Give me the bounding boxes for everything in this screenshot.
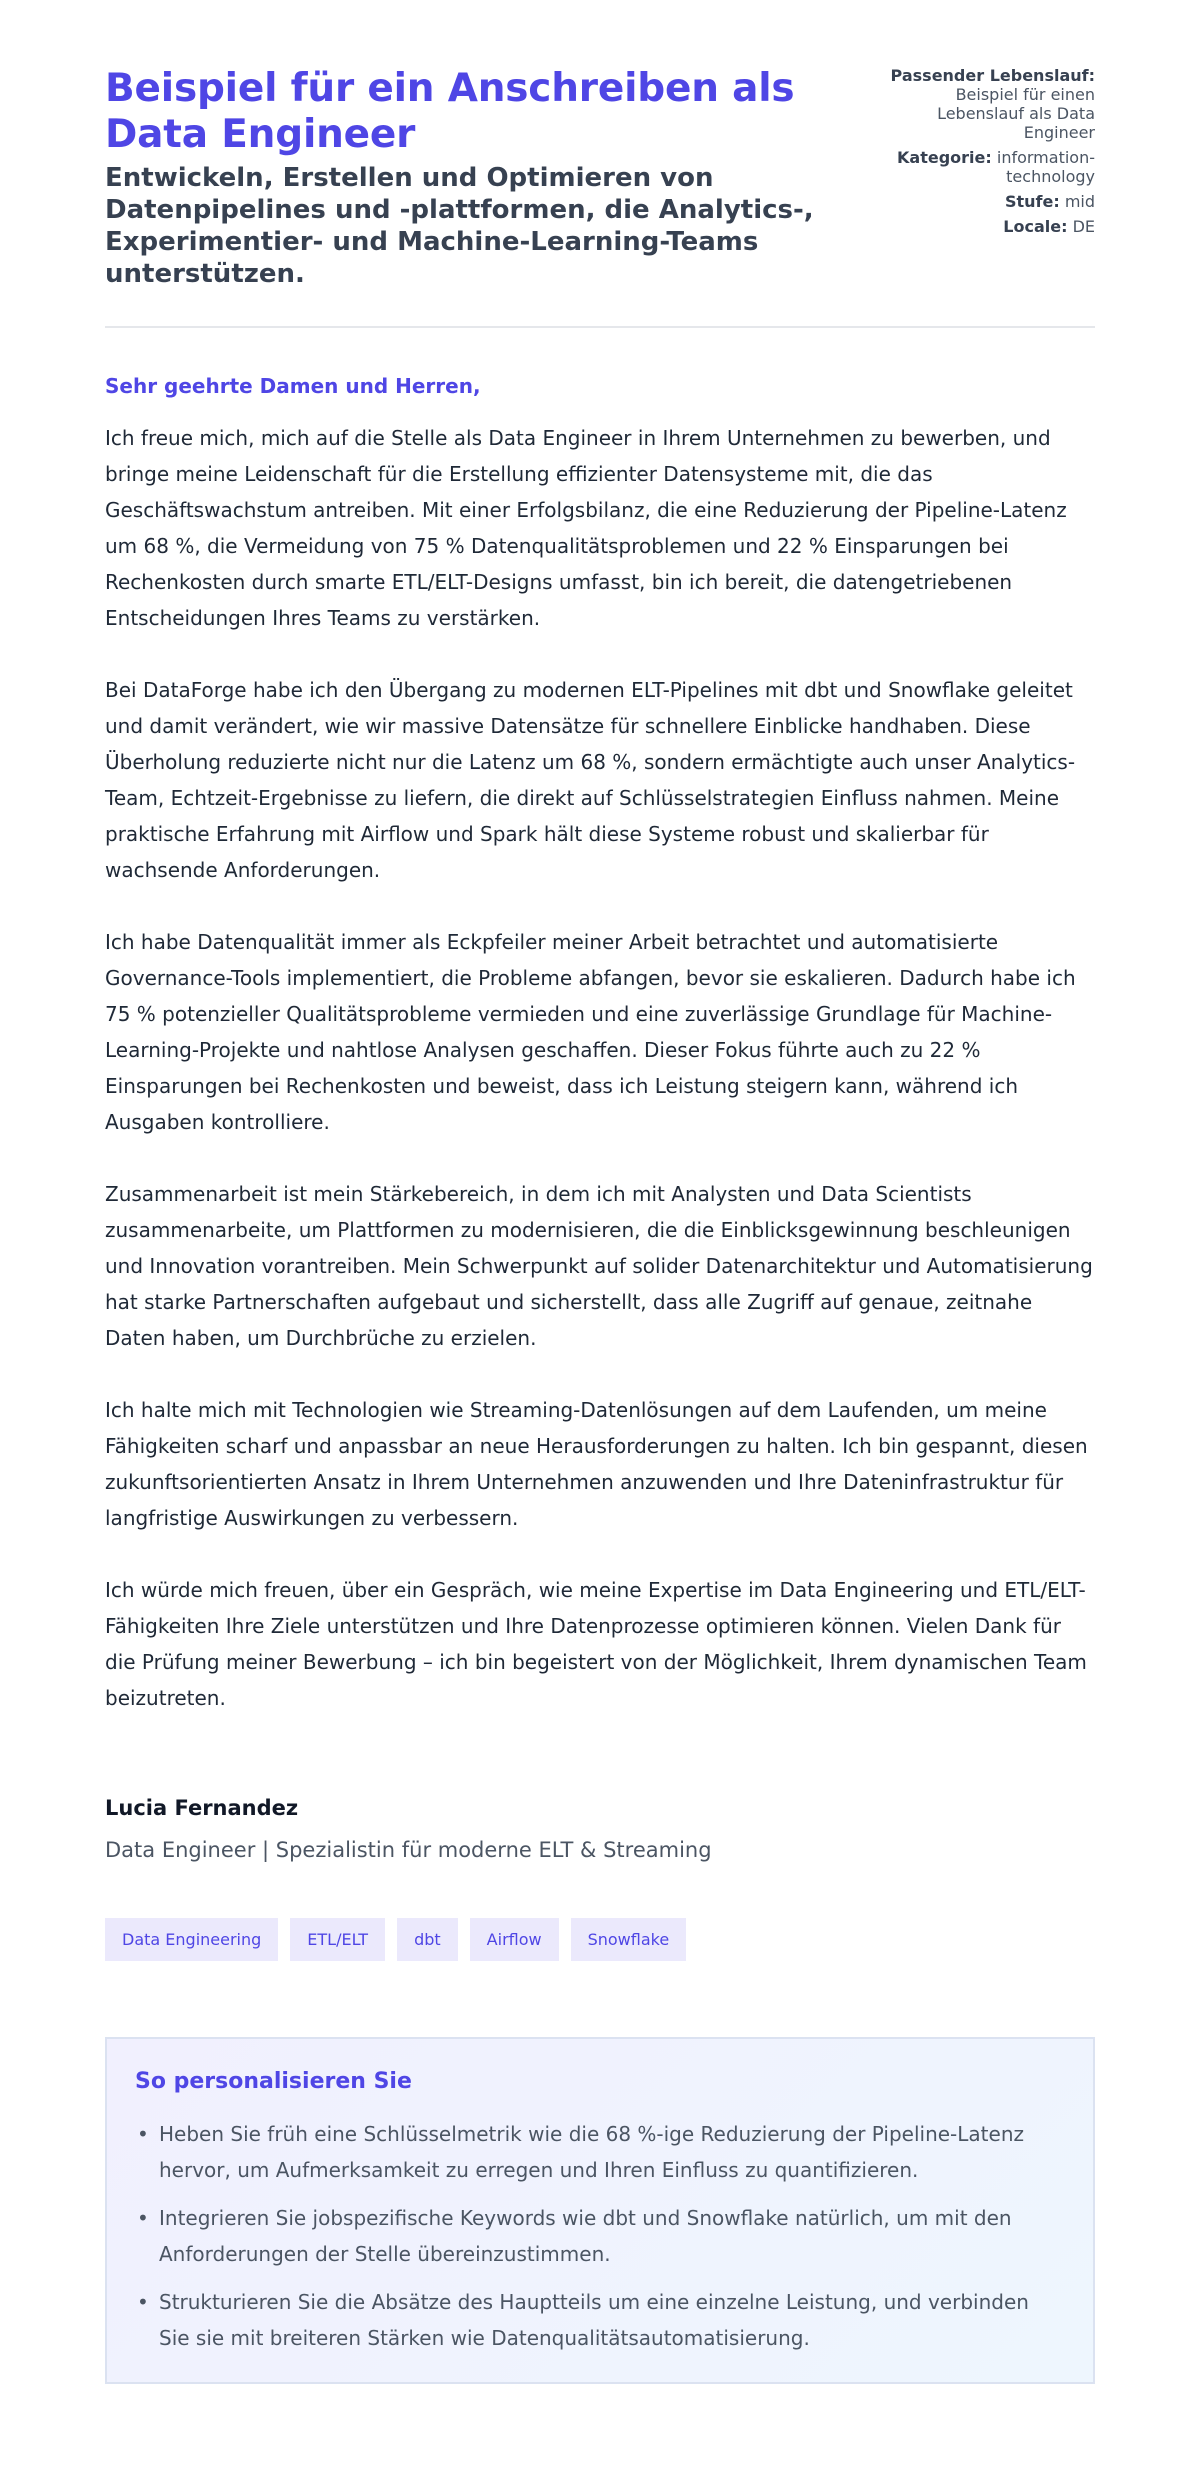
personalization-tips-box <box>105 2037 1095 2384</box>
tips-title: So personalisieren Sie <box>135 2069 412 2094</box>
tips-item-text: Integrieren Sie jobspezifische Keywords wie dbt und Snowflake natürlich, um mit den Anforderungen der Stelle übereinzustimmen. <box>159 2206 1012 2266</box>
page-header <box>105 66 1095 328</box>
tips-item-text: Strukturieren Sie die Absätze des Hauptteils um eine einzelne Leistung, und verbinden Sie sie mit breiteren Stärken wie Datenqualitätsautomatisierung. <box>159 2290 1029 2350</box>
letter-body <box>105 374 1095 1716</box>
bullet-icon: • <box>137 2122 149 2146</box>
meta-key: Passender Lebenslauf: <box>890 66 1095 85</box>
tag-snowflake: Snowflake <box>571 1918 687 1961</box>
letter-paragraph: Ich freue mich, mich auf die Stelle als Data Engineer in Ihrem Unternehmen zu bewerben, und bringe meine Leidenschaft für die Erstellung effizienter Datensysteme mit, die das Geschäftswachstum antreiben. Mit einer Erfolgsbilanz, die eine Reduzierung der Pipeline-Latenz um 68 %, die Vermeidung von 75 % Datenqualitätsproblemen und 22 % Einsparungen bei Rechenkosten durch smarte ETL/ELT-Designs umfasst, bin ich bereit, die datengetriebenen Entscheidungen Ihres Teams zu verstärken. <box>105 426 1067 630</box>
signature-name: Lucia Fernandez <box>105 1796 299 1820</box>
letter-paragraph: Ich habe Datenqualität immer als Eckpfeiler meiner Arbeit betrachtet und automatisierte Governance-Tools implementiert, die Probleme abfangen, bevor sie eskalieren. Dadurch habe ich 75 % potenzieller Qualitätsprobleme vermieden und eine zuverlässige Grundlage für Machine-Learning-Projekte und nahtlose Analysen geschaffen. Dieser Fokus führte auch zu 22 % Einsparungen bei Rechenkosten und beweist, dass ich Leistung steigern kann, während ich Ausgaben kontrolliere. <box>105 930 1076 1134</box>
tag-data-engineering: Data Engineering <box>105 1918 278 1961</box>
meta-key: Stufe: <box>1004 192 1060 211</box>
meta-level <box>875 192 1095 211</box>
bullet-icon: • <box>137 2206 149 2230</box>
salutation: Sehr geehrte Damen und Herren, <box>105 374 481 398</box>
tips-item <box>135 2116 1065 2188</box>
signature-role: Data Engineer | Spezialistin für moderne ELT & Streaming <box>105 1838 712 1862</box>
meta-value: information-technology <box>996 148 1095 186</box>
signature-block <box>105 1796 1095 1862</box>
tips-item <box>135 2284 1065 2356</box>
meta-key: Locale: <box>1003 217 1068 236</box>
meta-matching-resume <box>875 66 1095 142</box>
letter-paragraph: Ich würde mich freuen, über ein Gespräch, wie meine Expertise im Data Engineering und ETL/ELT-Fähigkeiten Ihre Ziele unterstützen und Ihre Datenprozesse optimieren können. Vielen Dank für die Prüfung meiner Bewerbung – ich bin begeistert von der Möglichkeit, Ihrem dynamischen Team beizutreten. <box>105 1578 1087 1710</box>
meta-value: DE <box>1072 217 1095 236</box>
page-title: Beispiel für ein Anschreiben als Data Engineer <box>105 66 795 157</box>
tag-etl-elt: ETL/ELT <box>290 1918 385 1961</box>
meta-category <box>875 148 1095 186</box>
header-titles <box>105 66 825 290</box>
meta-info <box>875 66 1095 242</box>
tag-airflow: Airflow <box>470 1918 559 1961</box>
letter-paragraph: Zusammenarbeit ist mein Stärkebereich, in dem ich mit Analysten und Data Scientists zusammenarbeite, um Plattformen zu modernisieren, die die Einblicksgewinnung beschleunigen und Innovation vorantreiben. Mein Schwerpunkt auf solider Datenarchitektur und Automatisierung hat starke Partnerschaften aufgebaut und sicherstellt, dass alle Zugriff auf genaue, zeitnahe Daten haben, um Durchbrüche zu erzielen. <box>105 1182 1093 1350</box>
letter-paragraph: Bei DataForge habe ich den Übergang zu modernen ELT-Pipelines mit dbt und Snowflake geleitet und damit verändert, wie wir massive Datensätze für schnellere Einblicke handhaben. Diese Überholung reduzierte nicht nur die Latenz um 68 %, sondern ermächtigte auch unser Analytics-Team, Echtzeit-Ergebnisse zu liefern, die direkt auf Schlüsselstrategien Einfluss nahmen. Meine praktische Erfahrung mit Airflow und Spark hält diese Systeme robust und skalierbar für wachsende Anforderungen. <box>105 678 1076 882</box>
tag-dbt: dbt <box>397 1918 458 1961</box>
meta-key: Kategorie: <box>897 148 992 167</box>
meta-value: mid <box>1064 192 1095 211</box>
page-subtitle: Entwickeln, Erstellen und Optimieren von Datenpipelines und -plattformen, die Analytics-, Experimentier- und Machine-Learning-Teams unterstützen. <box>105 163 814 289</box>
bullet-icon: • <box>137 2290 149 2314</box>
tips-item-text: Heben Sie früh eine Schlüsselmetrik wie die 68 %-ige Reduzierung der Pipeline-Latenz hervor, um Aufmerksamkeit zu erregen und Ihren Einfluss zu quantifizieren. <box>159 2122 1024 2182</box>
meta-value: Beispiel für einen Lebenslauf als Data Engineer <box>937 85 1095 142</box>
tips-item <box>135 2200 1065 2272</box>
meta-locale <box>875 217 1095 236</box>
tips-list <box>135 2116 1065 2356</box>
letter-paragraph: Ich halte mich mit Technologien wie Streaming-Datenlösungen auf dem Laufenden, um meine Fähigkeiten scharf und anpassbar an neue Herausforderungen zu halten. Ich bin gespannt, diesen zukunftsorientierten Ansatz in Ihrem Unternehmen anzuwenden und Ihre Dateninfrastruktur für langfristige Auswirkungen zu verbessern. <box>105 1398 1088 1530</box>
skill-tags <box>105 1918 1095 1961</box>
